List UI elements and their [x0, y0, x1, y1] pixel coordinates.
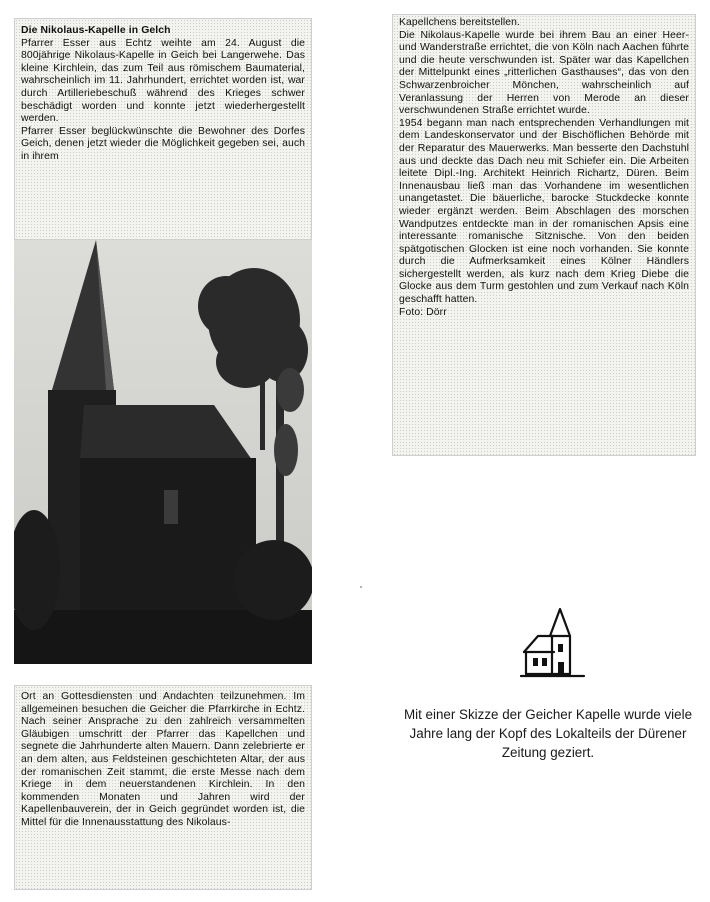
article-clip-left-bottom — [14, 685, 312, 890]
article-paragraph-4: Kapellchens bereitstellen. — [399, 17, 521, 28]
article-headline: Die Nikolaus-Kapelle in Gelch — [21, 25, 171, 36]
article-clip-left-top — [14, 18, 312, 240]
article-paragraph-6: 1954 begann man nach entsprechenden Verhandlungen mit dem Landeskonservator und der Bischöflichen Behörde mit der Reparatur des Mauerwerks. Man besserte den Dachstuhl aus und deckte das Dach neu mit Schiefer ein. Die Arbeiten leitete Dipl.-Ing. Architekt Heinrich Richartz, Düren. Beim Innenausbau ließ man das Vorhandene im wesentlichen unangetastet. Die bäuerliche, barocke Stuckdecke konnte wieder ergänzt werden. Beim Abschlagen des morschen Wandputzes entdeckte man in der romanischen Apsis eine interessante romanische Sitznische. Von den beiden spätgotischen Glocken ist eine noch vorhanden. Sie konnte durch die Aufmerksamkeit eines Kölner Händlers sichergestellt werden, als kurz nach dem Krieg Diebe die Glocke aus dem Turm gestohlen und zum Verkauf nach Köln geschafft hatten. — [399, 117, 689, 306]
chapel-sketch-drawing — [520, 606, 586, 680]
article-paragraph-5: Die Nikolaus-Kapelle wurde bei ihrem Bau an einer Heer- und Wanderstraße errichtet, die von Köln nach Aachen führte und die heute verschwunden ist. Später war das Kapellchen der Mittelpunkt eines „ritterlichen Gasthauses“, das von den Schwarzenbroicher Mönchen, wahrscheinlich auf Veranlassung der Herren von Merode an dieser verschwundenen Straße errichtet wurde. — [399, 29, 689, 117]
photo-credit: Foto: Dörr — [399, 306, 447, 318]
chapel-photo — [14, 240, 312, 664]
chapel-photo-image — [14, 240, 312, 664]
article-paragraph-1: Pfarrer Esser aus Echtz weihte am 24. August die 800jährige Nikolaus-Kapelle in Geich bei Langerwehe. Das kleine Kirchlein, das zum Teil aus römischem Baumaterial, wahrscheinlich im 11. Jahrhundert, errichtet worden ist, war durch Artilleriebeschuß während des Krieges schwer beschädigt worden und konnte jetzt wiederhergestellt werden. — [21, 37, 305, 125]
article-clip-right — [392, 14, 696, 456]
article-paragraph-3: Ort an Gottesdiensten und Andachten teilzunehmen. Im allgemeinen besuchen die Geicher die Pfarrkirche in Echtz. Nach seiner Ansprache zu den zahlreich versammelten Gläubigen umschritt der Pfarrer das Kapellchen und segnete die Jahrhunderte alten Mauern. Dann zelebrierte er an dem alten, aus Feldsteinen geschichteten Altar, der aus der romanischen Zeit stammt, die erste Messe nach dem Kriege in dem neuerstandenen Kirchlein. In den kommenden Monaten und Jahren wird der Kapellenbauverein, der in Geich gegründet worden ist, die Mittel für die Innenausstattung des Nikolaus- — [21, 691, 305, 828]
sketch-caption: Mit einer Skizze der Geicher Kapelle wurde viele Jahre lang der Kopf des Lokalteils der Dürener Zeitung geziert. — [403, 707, 693, 760]
article-paragraph-2: Pfarrer Esser beglückwünschte die Bewohner des Dorfes Geich, denen jetzt wieder die Möglichkeit gegeben sei, auch in ihrem — [21, 125, 305, 162]
chapel-sketch-icon — [520, 606, 586, 680]
scan-speck — [360, 586, 362, 588]
